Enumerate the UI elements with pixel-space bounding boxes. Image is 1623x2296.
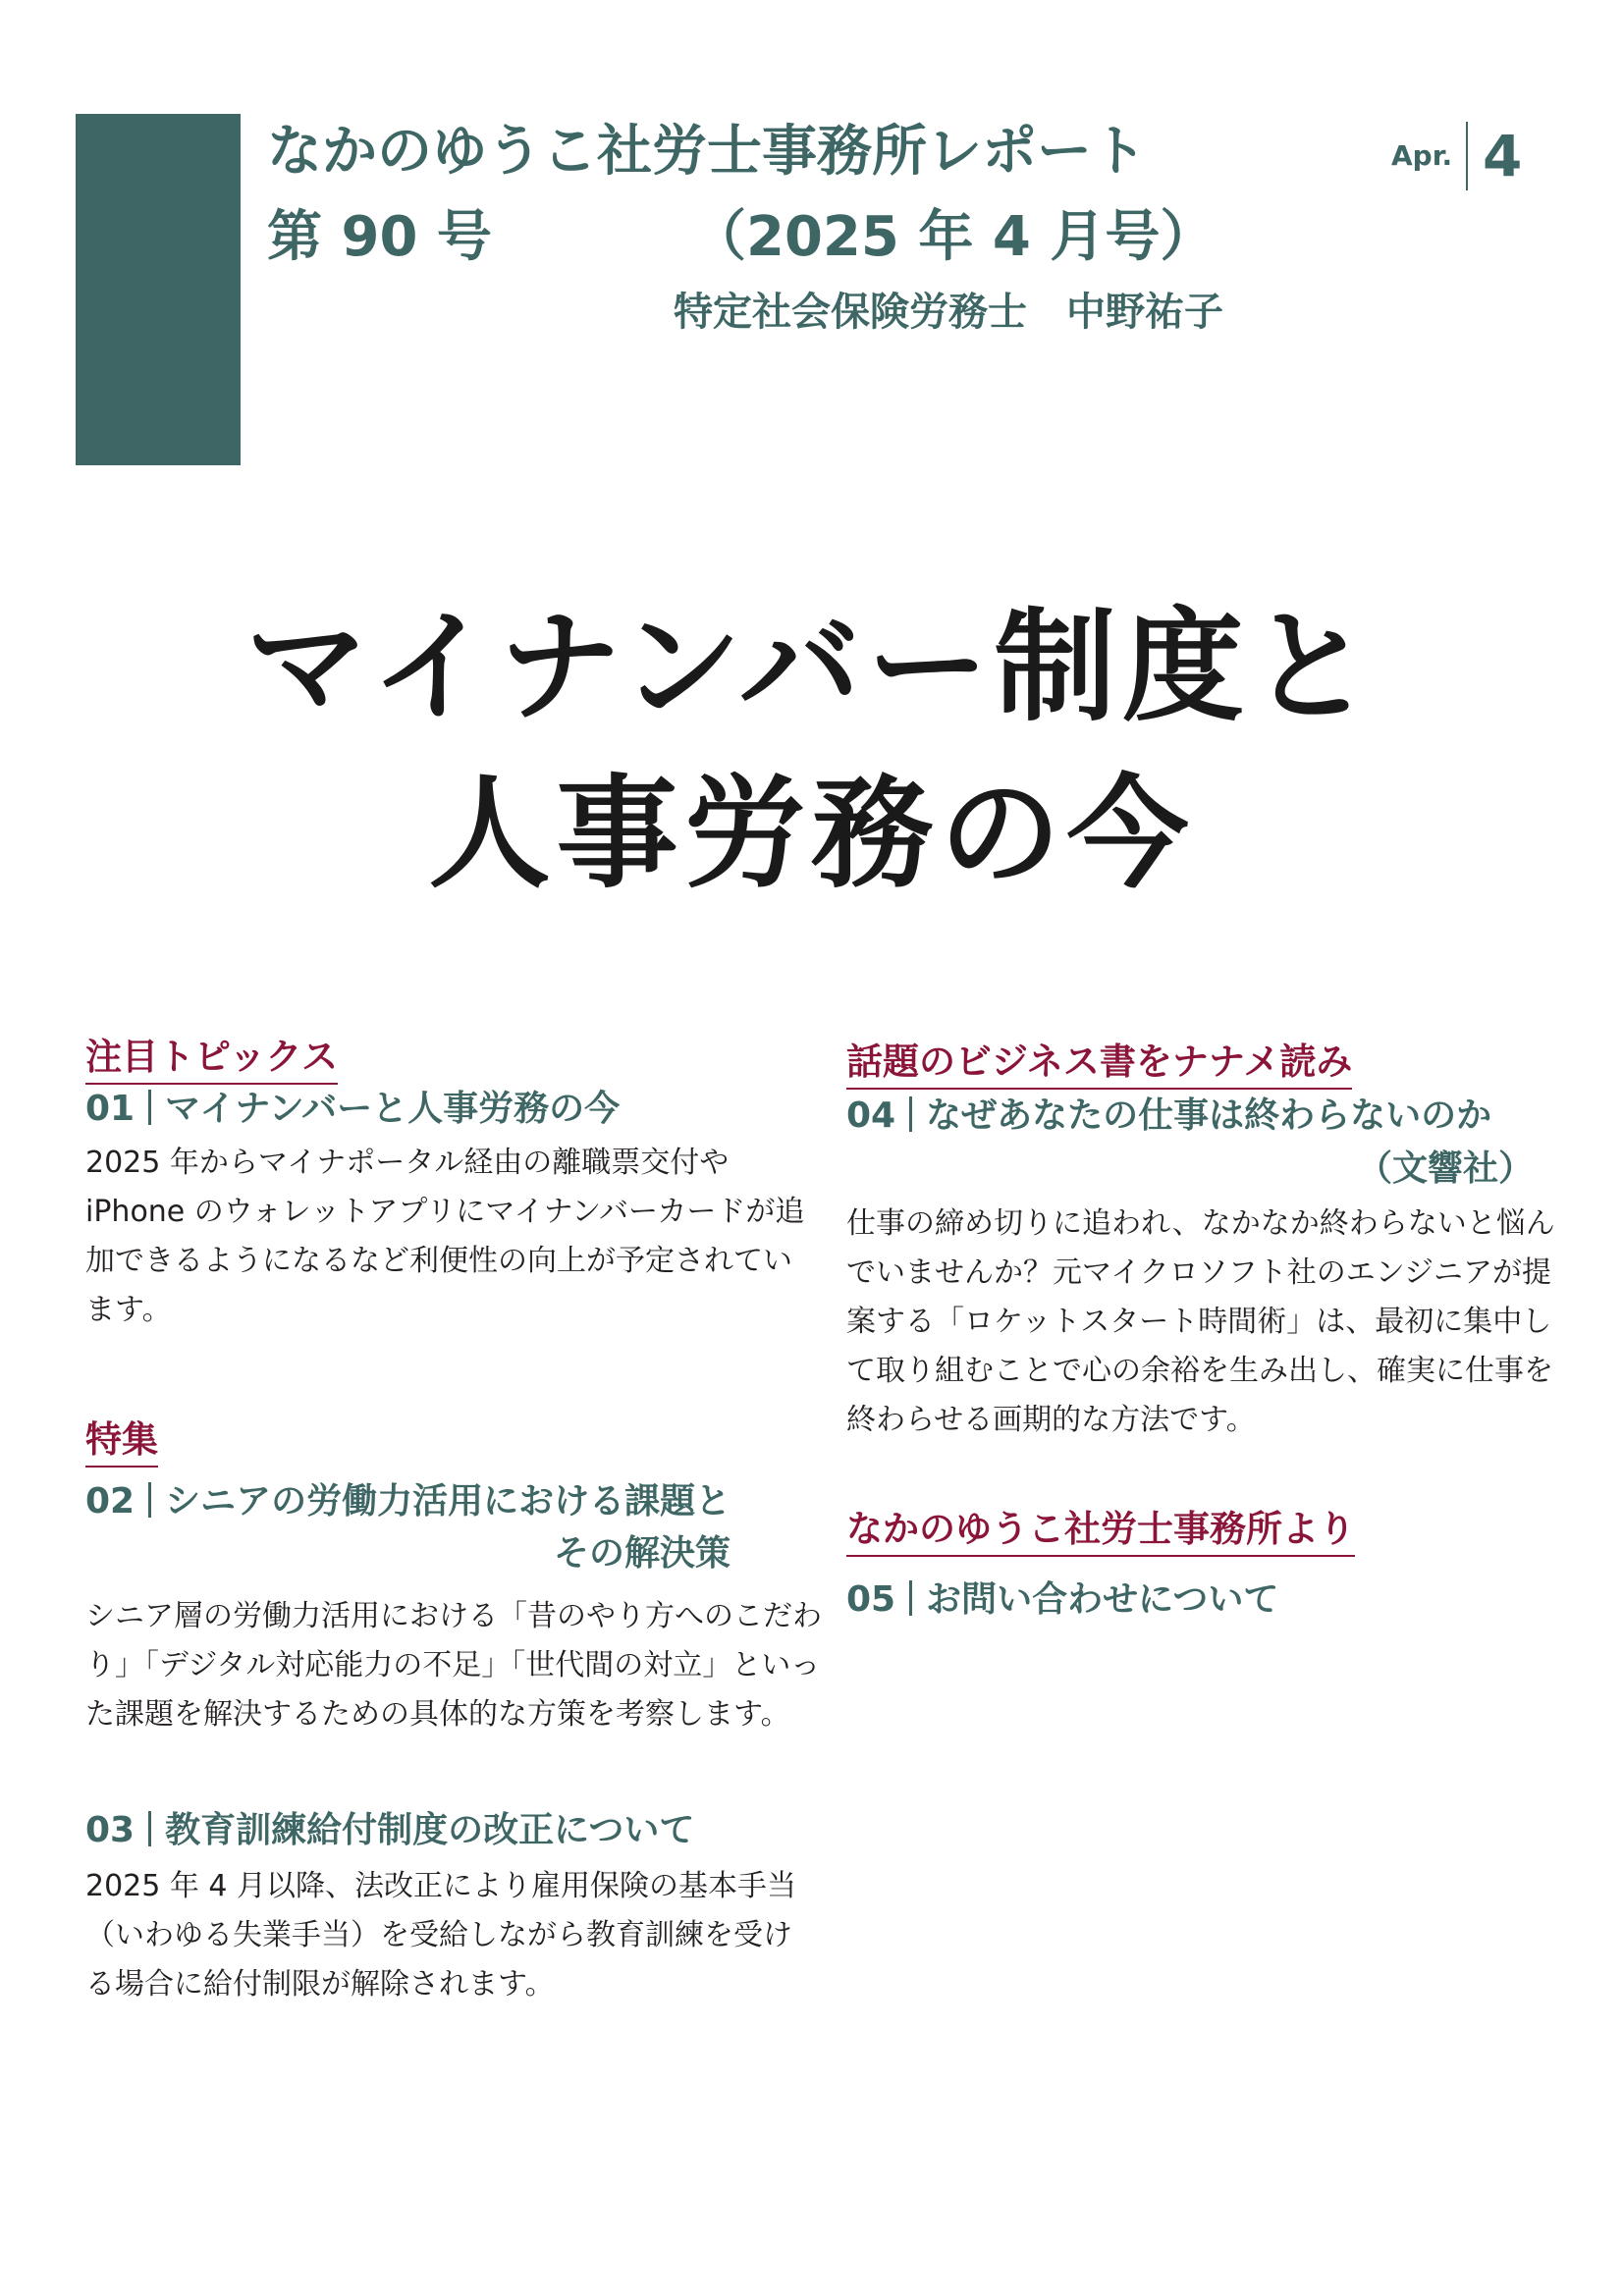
item-03-title-text: 教育訓練給付制度の改正について <box>165 1810 695 1850</box>
month-number: 4 <box>1483 123 1523 189</box>
item-separator <box>148 1482 151 1518</box>
item-separator <box>909 1096 912 1132</box>
item-02-body <box>85 1592 822 1739</box>
item-01-title-text: マイナンバーと人事労務の今 <box>165 1089 621 1129</box>
body-line: 加できるようになるなど利便性の向上が予定されてい <box>85 1244 792 1278</box>
item-03-body <box>85 1862 796 2009</box>
item-04-number: 04 <box>846 1095 896 1136</box>
body-line: 終わらせる画期的な方法です。 <box>846 1403 1256 1437</box>
item-05-title-text: お問い合わせについて <box>926 1579 1279 1620</box>
body-line: り」「デジタル対応能力の不足」「世代間の対立」といっ <box>85 1648 821 1682</box>
body-line: る場合に給付制限が解除されます。 <box>85 1967 555 2002</box>
body-line: 案する「ロケットスタート時間術」は、最初に集中し <box>846 1305 1552 1339</box>
item-01-title <box>85 1085 620 1134</box>
item-04-title-text: なぜあなたの仕事は終わらないのか <box>926 1095 1492 1136</box>
body-line: ます。 <box>85 1293 172 1327</box>
item-04-title <box>846 1092 1491 1141</box>
body-line: た課題を解決するための具体的な方策を考察します。 <box>85 1697 790 1732</box>
category-feature: 特集 <box>85 1415 158 1468</box>
body-line: 2025 年からマイナポータル経由の離職票交付や <box>85 1146 730 1180</box>
item-01-number: 01 <box>85 1089 135 1129</box>
main-title-line-1: マイナンバー制度と <box>245 597 1378 738</box>
item-02-title-cont: その解決策 <box>553 1533 730 1574</box>
item-04-publisher: （文響社） <box>1356 1148 1534 1189</box>
item-03-number: 03 <box>85 1810 135 1850</box>
category-topics: 注目トピックス <box>85 1033 338 1085</box>
month-abbreviation: Apr. <box>1391 139 1453 172</box>
item-05-title <box>846 1575 1278 1625</box>
body-line: シニア層の労働力活用における「昔のやり方へのこだわ <box>85 1599 822 1633</box>
main-title <box>0 584 1623 918</box>
item-02-title-text: シニアの労働力活用における課題と <box>165 1481 731 1522</box>
body-line: て取り組むことで心の余裕を生み出し、確実に仕事を <box>846 1354 1553 1388</box>
body-line: （いわゆる失業手当）を受給しながら教育訓練を受け <box>85 1918 792 1952</box>
issue-date: （2025 年 4 月号） <box>691 205 1216 269</box>
issue-number: 第 90 号 <box>267 205 492 269</box>
category-books: 話題のビジネス書をナナメ読み <box>846 1038 1352 1090</box>
accent-block <box>76 114 241 465</box>
body-line: 仕事の締め切りに追われ、なかなか終わらないと悩ん <box>846 1206 1555 1241</box>
report-title: なかのゆうこ社労士事務所レポート <box>267 120 1147 184</box>
main-title-line-2: 人事労務の今 <box>428 764 1195 905</box>
item-separator <box>148 1811 151 1846</box>
item-04-body <box>846 1200 1555 1445</box>
item-02-number: 02 <box>85 1481 135 1522</box>
body-line: でいませんか？元マイクロソフト社のエンジニアが提 <box>846 1255 1552 1290</box>
category-office: なかのゆうこ社労士事務所より <box>846 1505 1355 1557</box>
item-separator <box>148 1090 151 1125</box>
month-divider <box>1466 122 1468 190</box>
item-01-body <box>85 1139 804 1335</box>
body-line: iPhone のウォレットアプリにマイナンバーカードが追 <box>85 1195 805 1229</box>
body-line: 2025 年 4 月以降、法改正により雇用保険の基本手当 <box>85 1869 797 1903</box>
author-name: 特定社会保険労務士 中野祐子 <box>674 290 1223 335</box>
item-03-title <box>85 1806 694 1855</box>
item-05-number: 05 <box>846 1579 896 1620</box>
item-02-title <box>85 1477 730 1526</box>
item-separator <box>909 1580 912 1616</box>
